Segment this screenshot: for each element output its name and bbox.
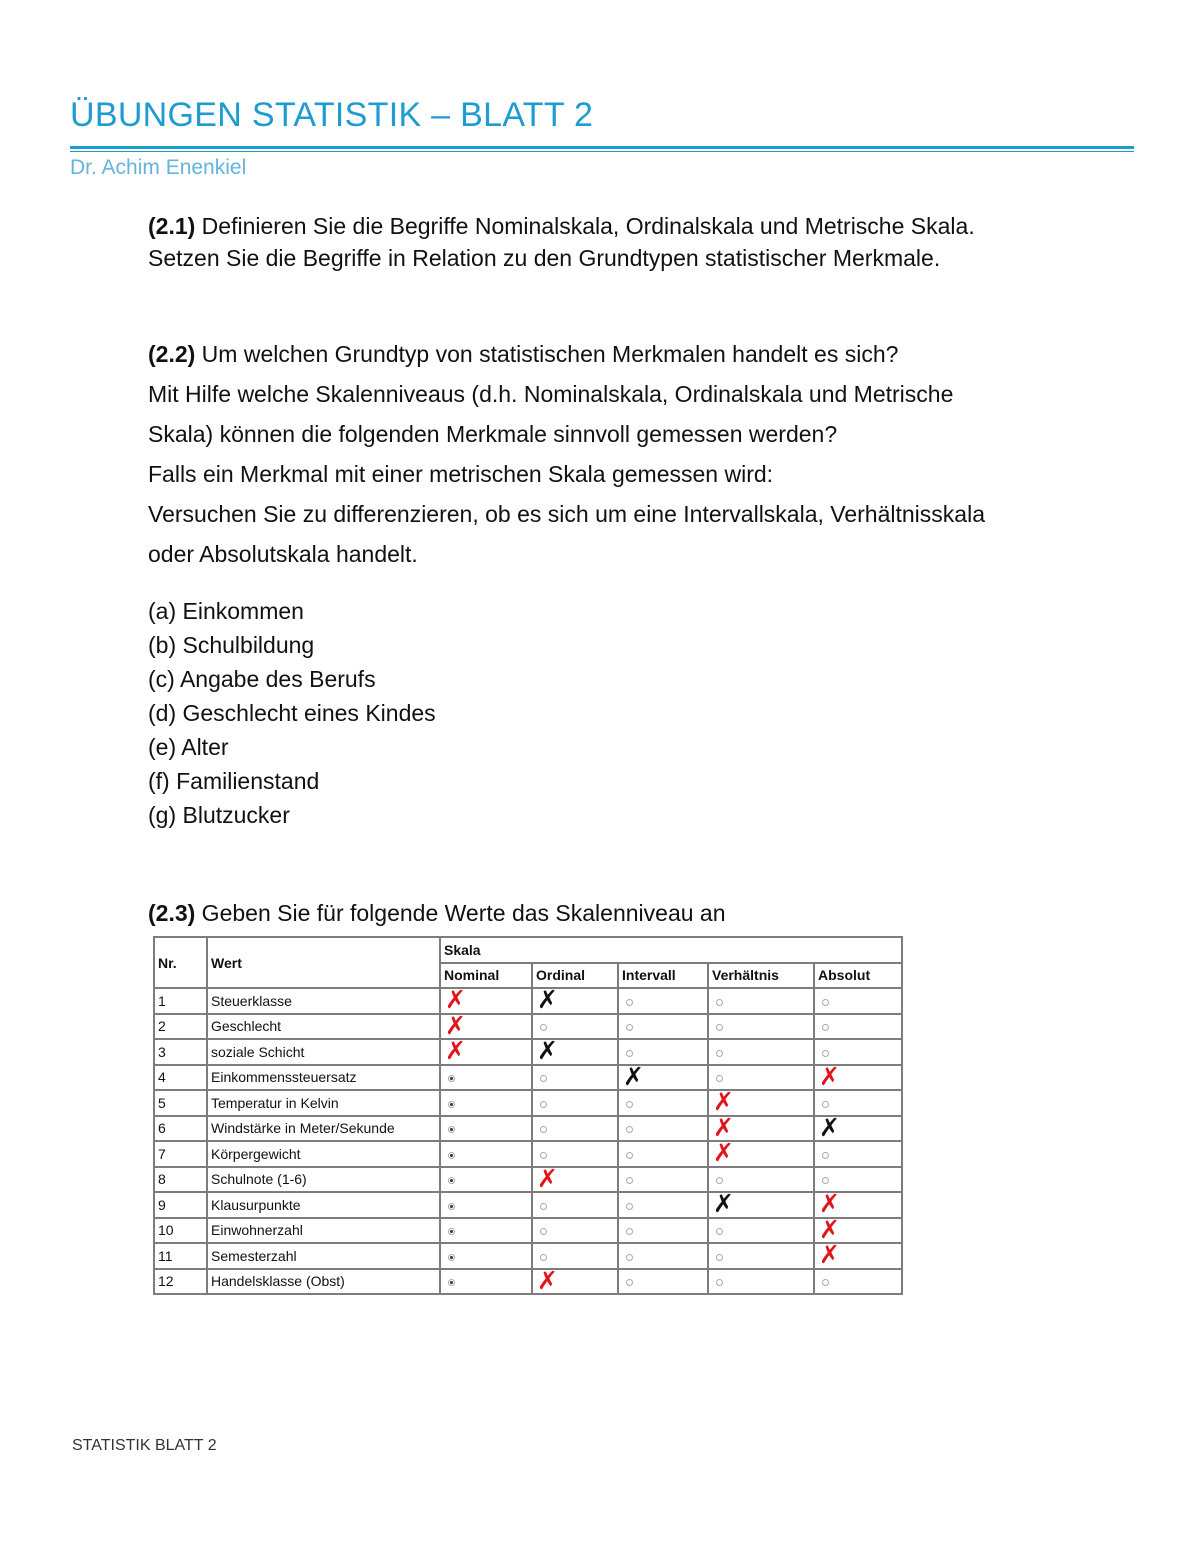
question-text: Skala) können die folgenden Merkmale sinnvoll gemessen werden? bbox=[148, 421, 838, 447]
scale-cell-intervall[interactable] bbox=[618, 1090, 708, 1116]
red-cross-mark-icon: ✗ bbox=[819, 1061, 840, 1091]
radio-icon[interactable] bbox=[626, 1126, 633, 1133]
row-value-label: Temperatur in Kelvin bbox=[207, 1090, 440, 1116]
row-number: 3 bbox=[154, 1039, 207, 1065]
scale-cell-ordinal[interactable] bbox=[532, 1265, 618, 1295]
scale-cell-nominal[interactable] bbox=[440, 1218, 532, 1244]
row-number: 8 bbox=[154, 1167, 207, 1193]
radio-icon[interactable] bbox=[716, 1075, 723, 1082]
black-cross-mark-icon: ✗ bbox=[537, 985, 558, 1014]
scale-cell-ordinal[interactable] bbox=[532, 1141, 618, 1167]
radio-icon[interactable] bbox=[540, 1203, 547, 1210]
radio-icon[interactable] bbox=[716, 1228, 723, 1235]
black-cross-mark-icon: ✗ bbox=[713, 1189, 734, 1218]
radio-icon[interactable] bbox=[626, 1101, 633, 1108]
scale-cell-absolut[interactable] bbox=[814, 1141, 902, 1167]
list-item: (e) Alter bbox=[148, 734, 229, 760]
list-item: (b) Schulbildung bbox=[148, 632, 315, 658]
scale-cell-absolut[interactable] bbox=[814, 988, 902, 1014]
radio-selected-icon[interactable] bbox=[448, 1254, 455, 1261]
table-row bbox=[154, 1039, 902, 1065]
scale-cell-ordinal[interactable] bbox=[532, 1116, 618, 1142]
question-text: Versuchen Sie zu differenzieren, ob es sich um eine Intervallskala, Verhältnisskala bbox=[148, 501, 985, 527]
row-value-label: Einkommenssteuersatz bbox=[207, 1065, 440, 1091]
scale-cell-verhältnis[interactable] bbox=[708, 988, 814, 1014]
scale-cell-intervall[interactable] bbox=[618, 988, 708, 1014]
row-value-label: Windstärke in Meter/Sekunde bbox=[207, 1116, 440, 1142]
radio-icon[interactable] bbox=[822, 1050, 829, 1057]
row-value-label: Steuerklasse bbox=[207, 988, 440, 1014]
red-cross-mark-icon: ✗ bbox=[537, 1265, 558, 1295]
radio-icon[interactable] bbox=[822, 1152, 829, 1159]
row-value-label: Einwohnerzahl bbox=[207, 1218, 440, 1244]
row-value-label: Körpergewicht bbox=[207, 1141, 440, 1167]
radio-icon[interactable] bbox=[626, 1254, 633, 1261]
scale-cell-absolut[interactable] bbox=[814, 1039, 902, 1065]
scale-cell-ordinal[interactable] bbox=[532, 1065, 618, 1091]
scale-cell-absolut[interactable] bbox=[814, 1014, 902, 1040]
header-intervall: Intervall bbox=[618, 963, 708, 989]
row-number: 10 bbox=[154, 1218, 207, 1244]
question-text: Setzen Sie die Begriffe in Relation zu den Grundtypen statistischer Merkmale. bbox=[148, 245, 941, 271]
list-item: (a) Einkommen bbox=[148, 598, 304, 624]
radio-selected-icon[interactable] bbox=[448, 1126, 455, 1133]
red-cross-mark-icon: ✗ bbox=[819, 1240, 840, 1269]
radio-icon[interactable] bbox=[540, 1075, 547, 1082]
row-number: 7 bbox=[154, 1141, 207, 1167]
scale-cell-verhältnis[interactable] bbox=[708, 1243, 814, 1269]
row-number: 1 bbox=[154, 988, 207, 1014]
radio-icon[interactable] bbox=[626, 1024, 633, 1031]
radio-icon[interactable] bbox=[822, 1177, 829, 1184]
row-value-label: Geschlecht bbox=[207, 1014, 440, 1040]
radio-icon[interactable] bbox=[822, 999, 829, 1006]
scale-cell-absolut[interactable] bbox=[814, 1240, 902, 1269]
red-cross-mark-icon: ✗ bbox=[819, 1214, 840, 1244]
question-text: Falls ein Merkmal mit einer metrischen Skala gemessen wird: bbox=[148, 461, 774, 487]
red-cross-mark-icon: ✗ bbox=[445, 985, 466, 1014]
radio-selected-icon[interactable] bbox=[448, 1203, 455, 1210]
scale-cell-ordinal[interactable] bbox=[532, 1163, 618, 1193]
scale-cell-intervall[interactable] bbox=[618, 1116, 708, 1142]
table-row bbox=[154, 1014, 902, 1040]
scale-cell-absolut[interactable] bbox=[814, 1189, 902, 1218]
header-nr: Nr. bbox=[154, 937, 207, 988]
question-text: Um welchen Grundtyp von statistischen Merkmalen handelt es sich? bbox=[195, 341, 899, 367]
radio-icon[interactable] bbox=[626, 1228, 633, 1235]
scale-cell-intervall[interactable] bbox=[618, 1014, 708, 1040]
row-number: 2 bbox=[154, 1014, 207, 1040]
author-subtitle: Dr. Achim Enenkiel bbox=[70, 156, 247, 179]
row-value-label: soziale Schicht bbox=[207, 1039, 440, 1065]
scale-cell-absolut[interactable] bbox=[814, 1090, 902, 1116]
row-number: 9 bbox=[154, 1192, 207, 1218]
scale-cell-intervall[interactable] bbox=[618, 1141, 708, 1167]
scale-cell-nominal[interactable] bbox=[440, 1243, 532, 1269]
question-2-2 bbox=[148, 334, 985, 574]
red-cross-mark-icon: ✗ bbox=[713, 1087, 734, 1116]
scale-cell-ordinal[interactable] bbox=[532, 1090, 618, 1116]
feature-list bbox=[148, 594, 436, 832]
question-number: (2.1) bbox=[148, 213, 196, 239]
question-text: Mit Hilfe welche Skalenniveaus (d.h. Nominalskala, Ordinalskala und Metrische bbox=[148, 381, 954, 407]
scale-cell-nominal[interactable] bbox=[440, 1065, 532, 1091]
row-number: 11 bbox=[154, 1243, 207, 1269]
radio-icon[interactable] bbox=[716, 1254, 723, 1261]
page-title: ÜBUNGEN STATISTIK – BLATT 2 bbox=[70, 96, 594, 134]
table-row bbox=[154, 1141, 902, 1167]
black-cross-mark-icon: ✗ bbox=[537, 1036, 558, 1065]
row-value-label: Semesterzahl bbox=[207, 1243, 440, 1269]
scale-cell-nominal[interactable] bbox=[440, 1269, 532, 1295]
row-number: 12 bbox=[154, 1269, 207, 1295]
question-text: Definieren Sie die Begriffe Nominalskala, Ordinalskala und Metrische Skala. bbox=[195, 213, 975, 239]
question-text: oder Absolutskala handelt. bbox=[148, 541, 418, 567]
scale-cell-absolut[interactable] bbox=[814, 1112, 902, 1142]
scale-cell-absolut[interactable] bbox=[814, 1269, 902, 1295]
scale-cell-verhältnis[interactable] bbox=[708, 1014, 814, 1040]
radio-selected-icon[interactable] bbox=[448, 1228, 455, 1235]
scale-cell-nominal[interactable] bbox=[440, 985, 532, 1014]
table-row bbox=[154, 1243, 902, 1269]
table-row bbox=[154, 1192, 902, 1218]
radio-icon[interactable] bbox=[626, 1177, 633, 1184]
row-value-label: Handelsklasse (Obst) bbox=[207, 1269, 440, 1295]
red-cross-mark-icon: ✗ bbox=[819, 1189, 840, 1218]
header-skala: Skala bbox=[440, 937, 902, 963]
list-item: (f) Familienstand bbox=[148, 768, 320, 794]
radio-icon[interactable] bbox=[626, 1050, 633, 1057]
table-row bbox=[154, 1269, 902, 1295]
scale-table bbox=[153, 936, 903, 1295]
radio-icon[interactable] bbox=[540, 1152, 547, 1159]
black-cross-mark-icon: ✗ bbox=[819, 1112, 840, 1142]
scale-cell-verhältnis[interactable] bbox=[708, 1087, 814, 1116]
row-number: 6 bbox=[154, 1116, 207, 1142]
radio-icon[interactable] bbox=[822, 1024, 829, 1031]
row-number: 5 bbox=[154, 1090, 207, 1116]
scale-cell-intervall[interactable] bbox=[618, 1218, 708, 1244]
header-nominal: Nominal bbox=[440, 963, 532, 989]
scale-cell-nominal[interactable] bbox=[440, 1167, 532, 1193]
red-cross-mark-icon: ✗ bbox=[713, 1138, 734, 1167]
title-rule bbox=[70, 146, 1134, 149]
radio-icon[interactable] bbox=[540, 1101, 547, 1108]
scale-cell-verhältnis[interactable] bbox=[708, 1189, 814, 1218]
scale-cell-intervall[interactable] bbox=[618, 1243, 708, 1269]
scale-cell-intervall[interactable] bbox=[618, 1167, 708, 1193]
radio-icon[interactable] bbox=[626, 1279, 633, 1286]
red-cross-mark-icon: ✗ bbox=[537, 1163, 558, 1193]
scale-cell-intervall[interactable] bbox=[618, 1039, 708, 1065]
table-row bbox=[154, 1090, 902, 1116]
radio-icon[interactable] bbox=[716, 1024, 723, 1031]
radio-icon[interactable] bbox=[540, 1228, 547, 1235]
row-value-label: Klausurpunkte bbox=[207, 1192, 440, 1218]
black-cross-mark-icon: ✗ bbox=[623, 1061, 644, 1091]
question-number: (2.3) bbox=[148, 900, 196, 926]
header-ordinal: Ordinal bbox=[532, 963, 618, 989]
radio-icon[interactable] bbox=[716, 1050, 723, 1057]
page-footer: STATISTIK BLATT 2 bbox=[72, 1437, 217, 1454]
scale-cell-nominal[interactable] bbox=[440, 1192, 532, 1218]
radio-selected-icon[interactable] bbox=[448, 1177, 455, 1184]
radio-selected-icon[interactable] bbox=[448, 1075, 455, 1082]
red-cross-mark-icon: ✗ bbox=[445, 1010, 466, 1040]
question-2-1 bbox=[148, 210, 975, 274]
radio-icon[interactable] bbox=[540, 1254, 547, 1261]
scale-cell-nominal[interactable] bbox=[440, 1141, 532, 1167]
header-verhaeltnis: Verhältnis bbox=[708, 963, 814, 989]
scale-cell-nominal[interactable] bbox=[440, 1036, 532, 1065]
scale-cell-verhältnis[interactable] bbox=[708, 1039, 814, 1065]
row-number: 4 bbox=[154, 1065, 207, 1091]
scale-cell-ordinal[interactable] bbox=[532, 1218, 618, 1244]
scale-cell-nominal[interactable] bbox=[440, 1090, 532, 1116]
question-text: Geben Sie für folgende Werte das Skalenniveau an bbox=[195, 900, 726, 926]
radio-selected-icon[interactable] bbox=[448, 1152, 455, 1159]
table-row bbox=[154, 988, 902, 1014]
table-row bbox=[154, 1065, 902, 1091]
scale-cell-ordinal[interactable] bbox=[532, 985, 618, 1014]
scale-cell-intervall[interactable] bbox=[618, 1061, 708, 1091]
radio-icon[interactable] bbox=[716, 1177, 723, 1184]
scale-cell-intervall[interactable] bbox=[618, 1192, 708, 1218]
list-item: (g) Blutzucker bbox=[148, 802, 290, 828]
scale-cell-absolut[interactable] bbox=[814, 1061, 902, 1091]
radio-icon[interactable] bbox=[716, 1279, 723, 1286]
red-cross-mark-icon: ✗ bbox=[445, 1036, 466, 1065]
radio-icon[interactable] bbox=[822, 1101, 829, 1108]
row-value-label: Schulnote (1-6) bbox=[207, 1167, 440, 1193]
scale-cell-verhältnis[interactable] bbox=[708, 1138, 814, 1167]
radio-icon[interactable] bbox=[716, 999, 723, 1006]
table-row bbox=[154, 1218, 902, 1244]
radio-icon[interactable] bbox=[626, 999, 633, 1006]
radio-icon[interactable] bbox=[540, 1126, 547, 1133]
list-item: (c) Angabe des Berufs bbox=[148, 666, 376, 692]
table-row bbox=[154, 1116, 902, 1142]
scale-cell-ordinal[interactable] bbox=[532, 1243, 618, 1269]
scale-cell-verhältnis[interactable] bbox=[708, 1218, 814, 1244]
scale-cell-ordinal[interactable] bbox=[532, 1192, 618, 1218]
radio-icon[interactable] bbox=[822, 1279, 829, 1286]
header-absolut: Absolut bbox=[814, 963, 902, 989]
scale-cell-nominal[interactable] bbox=[440, 1116, 532, 1142]
radio-icon[interactable] bbox=[626, 1203, 633, 1210]
scale-cell-ordinal[interactable] bbox=[532, 1036, 618, 1065]
red-cross-mark-icon: ✗ bbox=[713, 1112, 734, 1142]
radio-icon[interactable] bbox=[626, 1152, 633, 1159]
radio-selected-icon[interactable] bbox=[448, 1101, 455, 1108]
list-item: (d) Geschlecht eines Kindes bbox=[148, 700, 436, 726]
scale-cell-intervall[interactable] bbox=[618, 1269, 708, 1295]
radio-selected-icon[interactable] bbox=[448, 1279, 455, 1286]
scale-cell-verhältnis[interactable] bbox=[708, 1269, 814, 1295]
scale-table-wrapper bbox=[153, 936, 903, 1295]
header-wert: Wert bbox=[207, 937, 440, 988]
question-number: (2.2) bbox=[148, 341, 196, 367]
table-row bbox=[154, 1167, 902, 1193]
question-2-3 bbox=[148, 896, 726, 930]
title-rule-thin bbox=[70, 151, 1134, 152]
radio-icon[interactable] bbox=[540, 1024, 547, 1031]
